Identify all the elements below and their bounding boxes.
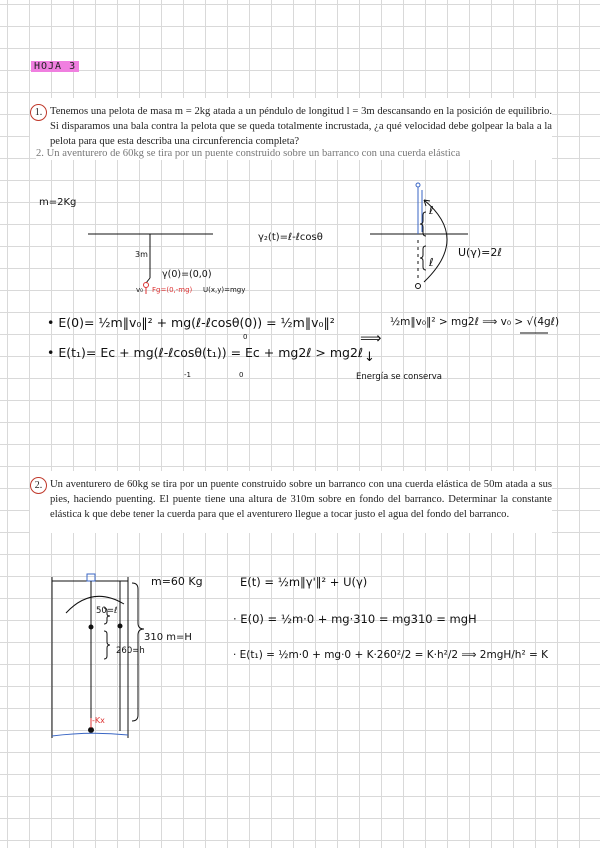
- p2-energy-1: · E(t₁) = ½m·0 + mg·0 + K·260²/2 = K·h²/2 ⟹ 2mgH/h² = K: [233, 649, 549, 661]
- p1-implies: ⟹: [360, 329, 382, 347]
- bottom-ball: [416, 284, 421, 289]
- brace-260: [104, 631, 110, 659]
- circle-diagram: [370, 183, 468, 289]
- p2-energy-def: E(t) = ½m‖γ'‖² + U(γ): [240, 575, 368, 589]
- pendulum-diagram: [88, 234, 213, 294]
- p2-rope: 50=ℓ: [96, 606, 118, 616]
- p1-force: Fg=(0,-mg): [152, 286, 193, 294]
- p1-l-label-bottom: ℓ: [429, 256, 434, 269]
- p1-potential: U(x,y)=mgy: [203, 286, 246, 294]
- p1-energy-1: • E(t₁)= Eᴄ + mg(ℓ-ℓcosθ(t₁)) = Eᴄ + mg2ℓ > mg2ℓ: [47, 345, 364, 360]
- p1-energy-0-sub: 0: [243, 333, 248, 341]
- p1-l-label-top: ℓ: [429, 204, 434, 217]
- problem-2-text: Un aventurero de 60kg se tira por un puente construido sobre un barranco con una cuerda elástica de 50m atada a sus pies, haciendo puenting. El puente tiene una altura de 310m sobre en fondo del barranco. Determinar la constante elástica k que debe tener la cuerda para que el aventurero llegue a tocar justo el agua del fondo del barranco.: [50, 479, 552, 520]
- p1-velocity: v₀: [136, 286, 143, 294]
- p1-height-formula: γ₂(t)=ℓ-ℓcosθ: [258, 232, 323, 243]
- pendulum-ball: [144, 283, 149, 288]
- p1-energy-1-sub-b: 0: [239, 371, 244, 379]
- p2-mass: m=60 Kg: [151, 575, 203, 588]
- p1-result: ½m‖v₀‖² > mg2ℓ ⟹ v₀ > √(4gℓ): [390, 316, 560, 328]
- bottom-dot: [89, 728, 94, 733]
- p1-arrow-down: ↓: [364, 350, 375, 365]
- p2-force: -Kx: [92, 716, 105, 725]
- p1-length-label: 3m: [135, 250, 148, 259]
- p1-potential-top: U(γ)=2ℓ: [458, 246, 502, 259]
- rope-end-dot-2: [118, 624, 122, 628]
- p2-energy-0: · E(0) = ½m·0 + mg·310 = mg310 = mgH: [233, 612, 477, 626]
- sheet-label: HOJA 3: [31, 61, 79, 72]
- p2-height-total: 310 m=H: [144, 632, 192, 643]
- pendulum-string-end: [146, 278, 150, 283]
- rope-end-dot: [89, 625, 93, 629]
- problem-1-number: 1.: [30, 104, 47, 121]
- brace-bottom: [420, 246, 426, 270]
- problem-2-statement-box: [30, 471, 552, 533]
- p1-mass: m=2Kg: [39, 197, 77, 208]
- problem-2-number: 2.: [30, 477, 47, 494]
- ravine-diagram: [52, 574, 144, 738]
- water-line: [52, 733, 128, 736]
- brace-top: [420, 212, 426, 236]
- problem-2-cut-line: 2. Un aventurero de 60kg se tira por un puente construido sobre un barranco con una cuerda elástica: [36, 154, 552, 160]
- p1-energy-1-sub-a: -1: [184, 371, 191, 379]
- p1-conservation: Energía se conserva: [356, 372, 443, 382]
- arc-path: [424, 200, 447, 282]
- p2-stretch: 260=h: [116, 646, 145, 656]
- p1-origin: γ(0)=(0,0): [162, 269, 212, 280]
- jumper-box: [87, 574, 95, 581]
- p1-energy-0: • E(0)= ½m‖v₀‖² + mg(ℓ-ℓcosθ(0)) = ½m‖v₀‖²: [47, 315, 335, 330]
- top-ball: [416, 183, 420, 187]
- problem-1-text: Tenemos una pelota de masa m = 2kg atada a un péndulo de longitud l = 3m descansando en la posición de equilibrio. Si disparamos una bala contra la pelota que se queda totalmente incrustada, ¿a qué velocidad debe golpear la bala a la pelota para que esta describa una circunferencia completa?: [50, 106, 552, 147]
